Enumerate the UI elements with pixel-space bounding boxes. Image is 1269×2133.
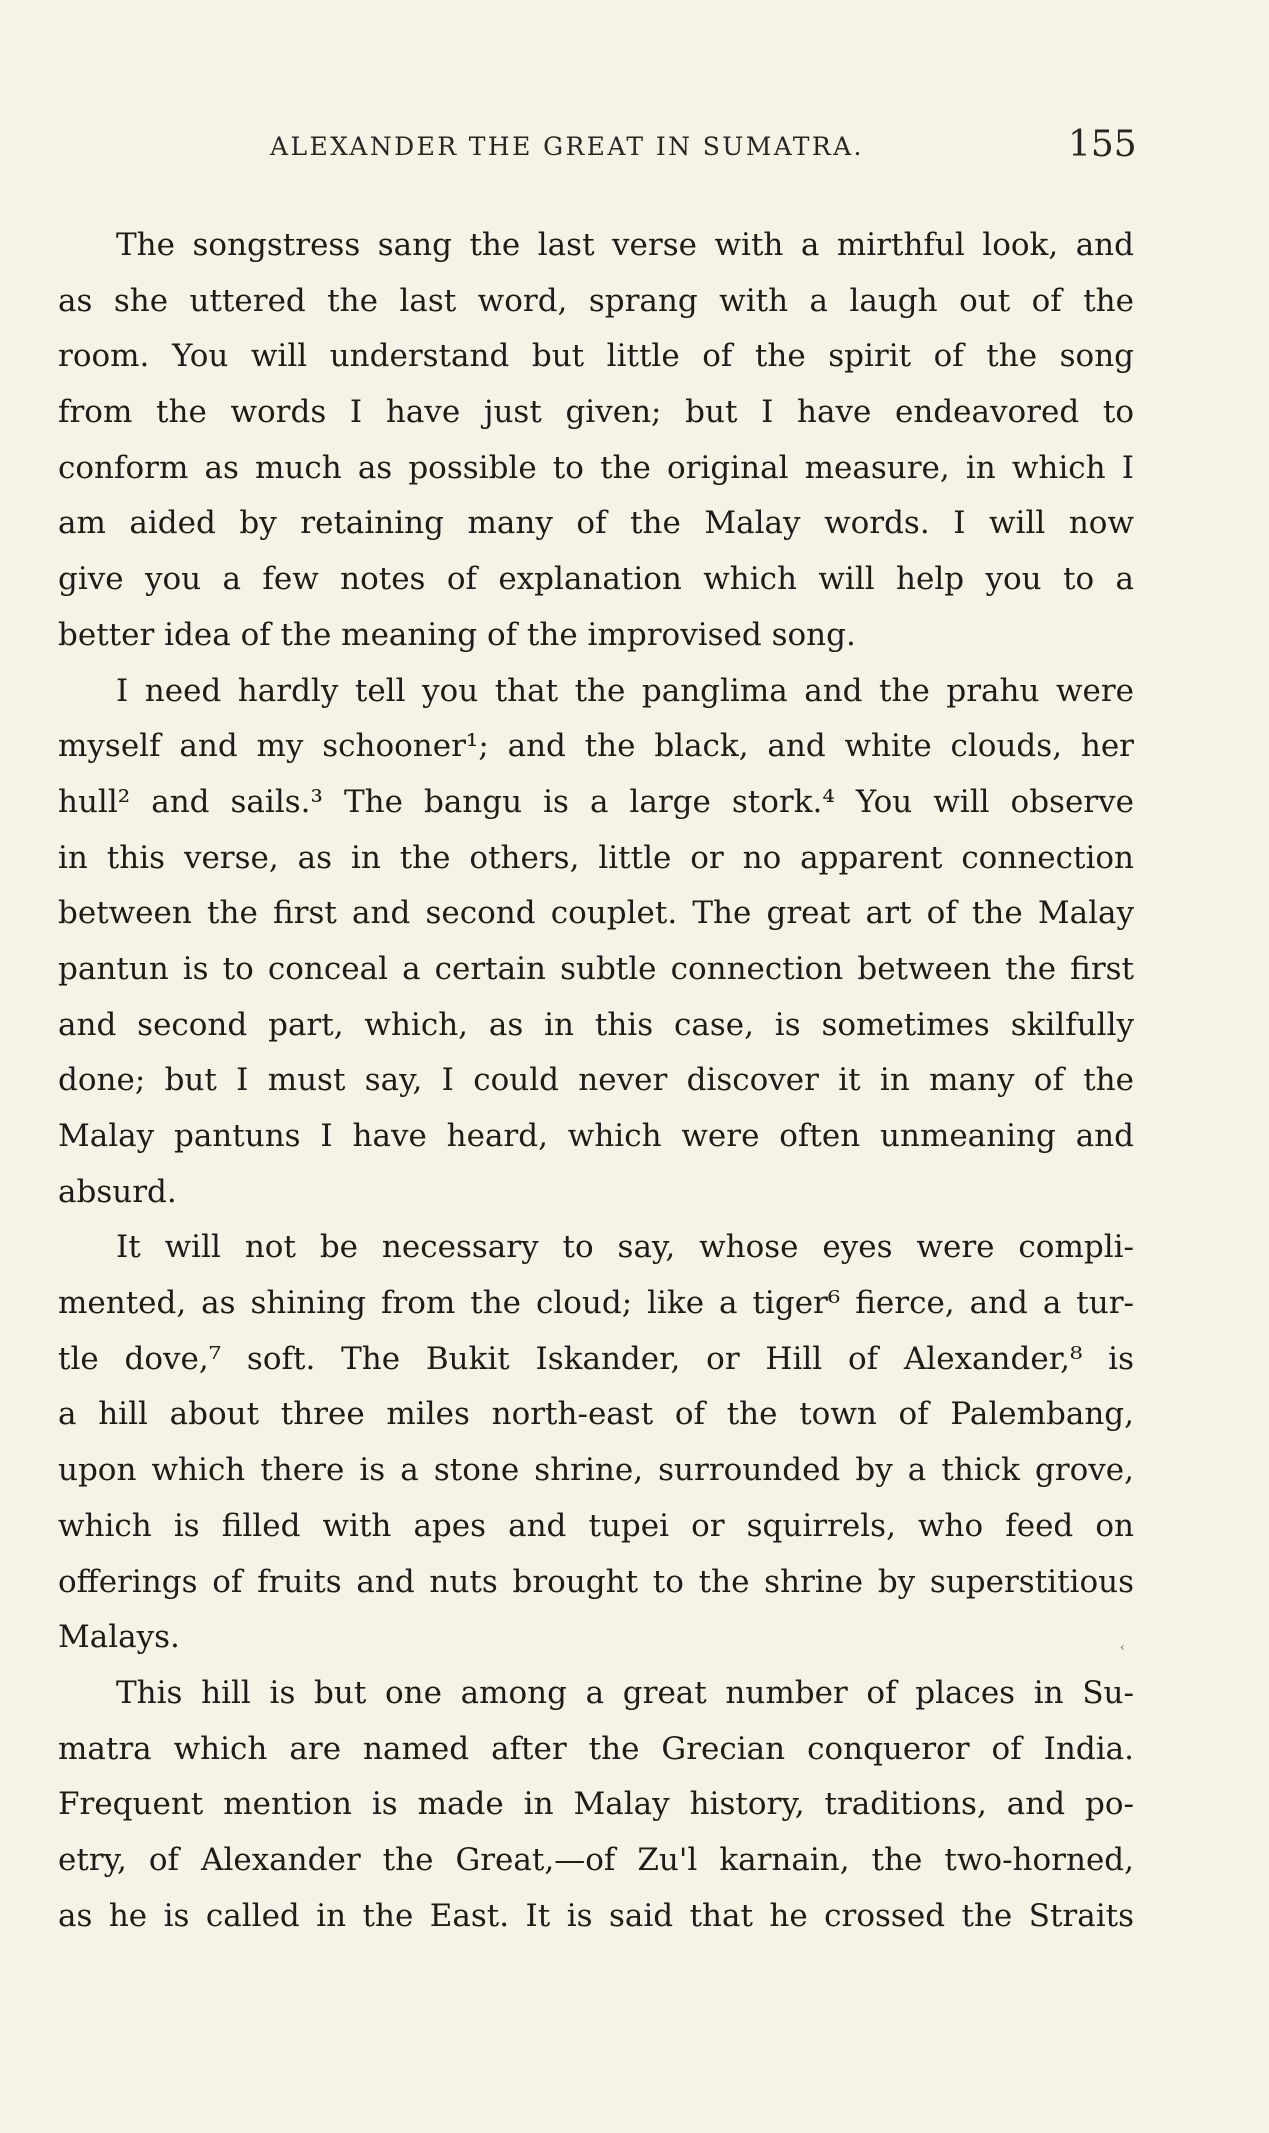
text-line: I need hardly tell you that the panglima and the prahu were: [116, 672, 1134, 709]
text-line: give you a few notes of explanation which will help you to a: [58, 561, 1134, 598]
text-line: which is filled with apes and tupei or squirrels, who feed on: [58, 1507, 1134, 1544]
text-line: matra which are named after the Grecian conqueror of India.: [58, 1730, 1134, 1767]
text-line: absurd.: [58, 1173, 177, 1210]
running-title: ALEXANDER THE GREAT IN SUMATRA.: [270, 132, 864, 161]
text-line: room. You will understand but little of the spirit of the song: [58, 338, 1134, 375]
body-text: [58, 218, 1134, 1944]
text-line: mented, as shining from the cloud; like a tiger⁶ fierce, and a tur-: [58, 1285, 1134, 1322]
text-line: better idea of the meaning of the improvised song.: [58, 616, 856, 653]
text-line: upon which there is a stone shrine, surrounded by a thick grove,: [58, 1452, 1134, 1489]
text-line: This hill is but one among a great number of places in Su-: [116, 1674, 1134, 1711]
text-line: between the first and second couplet. The great art of the Malay: [58, 895, 1134, 932]
text-line: It will not be necessary to say, whose eyes were compli-: [116, 1229, 1134, 1266]
text-line: in this verse, as in the others, little or no apparent connection: [58, 839, 1134, 876]
page-number: 155: [1068, 124, 1137, 165]
text-line: offerings of fruits and nuts brought to the shrine by superstitious: [58, 1563, 1134, 1600]
text-line: conform as much as possible to the original measure, in which I: [58, 449, 1134, 486]
text-line: The songstress sang the last verse with a mirthful look, and: [116, 227, 1134, 263]
stray-mark: ‹: [1120, 1640, 1125, 1654]
text-line: as she uttered the last word, sprang with a laugh out of the: [58, 282, 1134, 319]
text-line: done; but I must say, I could never discover it in many of the: [58, 1062, 1134, 1099]
text-line: hull² and sails.³ The bangu is a large stork.⁴ You will observe: [58, 783, 1134, 820]
text-line: etry, of Alexander the Great,—of Zu'l karnain, the two-horned,: [58, 1841, 1134, 1878]
text-line: am aided by retaining many of the Malay words. I will now: [58, 505, 1134, 542]
text-line: Malay pantuns I have heard, which were often unmeaning and: [58, 1118, 1134, 1154]
text-line: Frequent mention is made in Malay history, traditions, and po-: [58, 1786, 1134, 1823]
text-line: Malays.: [58, 1619, 180, 1656]
text-line: myself and my schooner¹; and the black, and white clouds, her: [58, 728, 1134, 765]
text-line: pantun is to conceal a certain subtle connection between the first: [58, 950, 1134, 987]
text-line: and second part, which, as in this case, is sometimes skilfully: [58, 1006, 1134, 1043]
text-line: tle dove,⁷ soft. The Bukit Iskander, or Hill of Alexander,⁸ is: [58, 1340, 1134, 1377]
text-line: a hill about three miles north-east of the town of Palembang,: [58, 1396, 1134, 1433]
text-line: as he is called in the East. It is said that he crossed the Straits: [58, 1897, 1134, 1934]
text-line: from the words I have just given; but I have endeavored to: [58, 394, 1134, 431]
